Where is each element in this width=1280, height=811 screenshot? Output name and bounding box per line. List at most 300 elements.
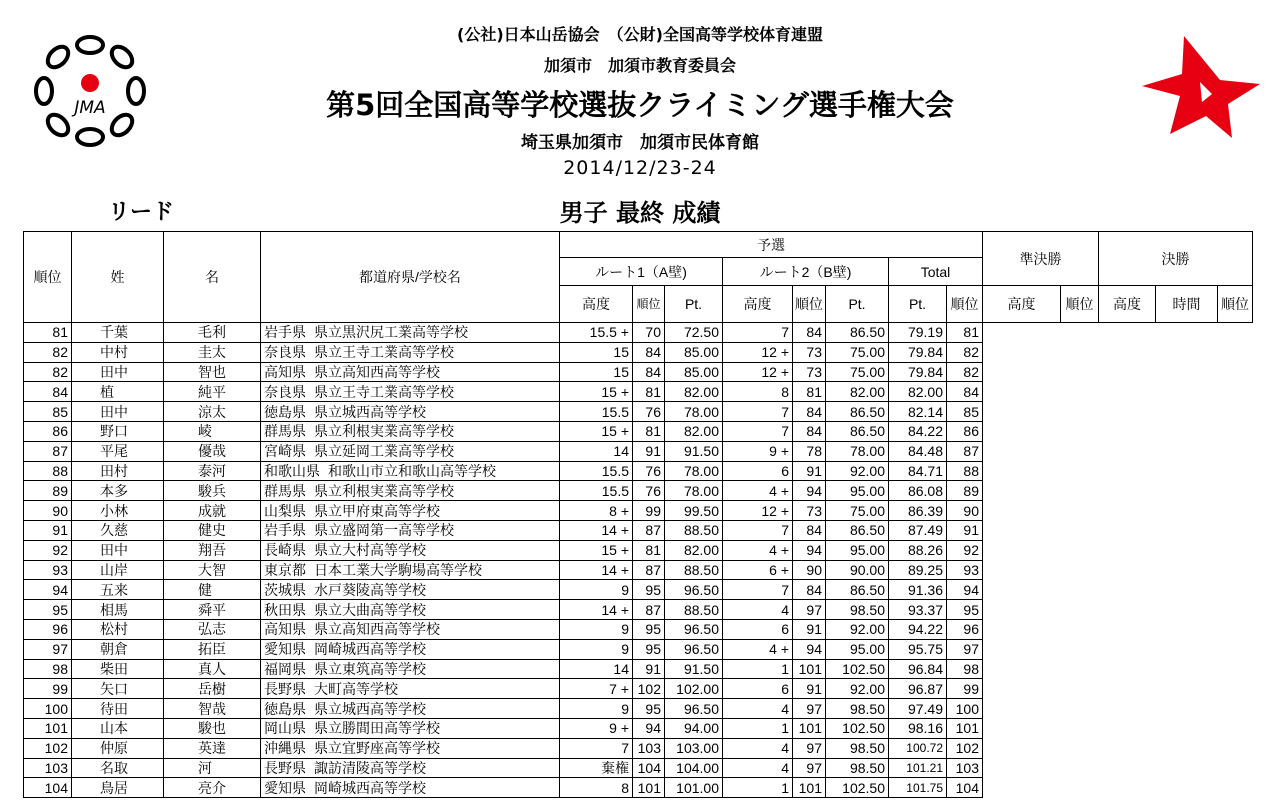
empty-cell [1218,619,1253,639]
total-rank-cell: 98 [947,659,983,679]
total-rank-cell: 90 [947,501,983,521]
route2-points-cell: 86.50 [826,421,889,441]
route1-points-cell: 96.50 [665,699,723,719]
total-rank-cell: 99 [947,679,983,699]
route2-height-cell: 4 [723,600,793,620]
prefecture: 徳島県 [264,403,306,420]
total-rank-cell: 96 [947,619,983,639]
prefecture: 奈良県 [264,383,306,400]
empty-cell [1218,342,1253,362]
table-row [24,481,1253,501]
school-cell [261,778,560,798]
empty-cell [1156,718,1218,738]
total-points-cell: 79.19 [889,323,947,343]
school-name: 県立利根実業高等学校 [314,423,454,440]
empty-cell [983,718,1061,738]
total-points-cell: 86.39 [889,501,947,521]
table-row [24,659,1253,679]
header-r2-pt: Pt. [826,286,889,323]
header-school: 都道府県/学校名 [261,232,560,323]
rank-cell: 99 [24,679,72,699]
surname-cell: 本多 [72,481,164,501]
empty-cell [1218,758,1253,778]
total-points-cell: 96.87 [889,679,947,699]
table-row [24,323,1253,343]
empty-cell [983,679,1061,699]
surname-cell: 中村 [72,342,164,362]
empty-cell [1218,421,1253,441]
empty-cell [1061,778,1099,798]
table-row [24,520,1253,540]
empty-cell [1218,540,1253,560]
results-table [23,231,1253,798]
route2-points-cell: 95.00 [826,481,889,501]
empty-cell [983,560,1061,580]
table-row [24,402,1253,422]
rank-cell: 82 [24,362,72,382]
prefecture: 愛知県 [264,641,306,658]
empty-cell [1156,520,1218,540]
route1-points-cell: 78.00 [665,481,723,501]
prefecture: 茨城県 [264,581,306,598]
total-points-cell: 84.48 [889,441,947,461]
total-rank-cell: 88 [947,461,983,481]
empty-cell [983,778,1061,798]
table-row [24,639,1253,659]
prefecture: 徳島県 [264,700,306,717]
given-name-cell: 駿也 [164,718,261,738]
total-points-cell: 91.36 [889,580,947,600]
empty-cell [1099,659,1156,679]
rank-cell: 93 [24,560,72,580]
school-name: 県立王寺工業高等学校 [314,383,454,400]
route1-points-cell: 103.00 [665,738,723,758]
route1-points-cell: 91.50 [665,441,723,461]
empty-cell [1156,758,1218,778]
table-row [24,382,1253,402]
surname-cell: 小林 [72,501,164,521]
empty-cell [1156,362,1218,382]
given-name-cell: 岳樹 [164,679,261,699]
total-rank-cell: 93 [947,560,983,580]
surname-cell: 野口 [72,421,164,441]
route1-points-cell: 104.00 [665,758,723,778]
header-semifinal: 準決勝 [983,232,1099,286]
surname-cell: 久慈 [72,520,164,540]
school-cell [261,402,560,422]
route1-rank-cell: 84 [633,362,665,382]
empty-cell [983,382,1061,402]
route2-height-cell: 6 [723,461,793,481]
empty-cell [1156,441,1218,461]
venue: 埼玉県加須市 加須市民体育館 [521,133,759,153]
route2-rank-cell: 91 [793,619,826,639]
route2-points-cell: 78.00 [826,441,889,461]
route2-height-cell: 4 [723,758,793,778]
empty-cell [1061,718,1099,738]
route2-points-cell: 82.00 [826,382,889,402]
rank-cell: 92 [24,540,72,560]
total-rank-cell: 102 [947,738,983,758]
table-row [24,600,1253,620]
route2-height-cell: 6 [723,619,793,639]
table-row [24,738,1253,758]
empty-cell [1061,421,1099,441]
jma-logo-text: JMA [74,98,106,118]
empty-cell [1156,679,1218,699]
route1-rank-cell: 84 [633,342,665,362]
prefecture: 岡山県 [264,720,306,737]
school-name: 和歌山市立和歌山高等学校 [328,462,496,479]
school-cell [261,659,560,679]
empty-cell [1061,699,1099,719]
route1-rank-cell: 81 [633,540,665,560]
empty-cell [1099,402,1156,422]
route2-points-cell: 98.50 [826,600,889,620]
route2-rank-cell: 101 [793,659,826,679]
route1-rank-cell: 102 [633,679,665,699]
surname-cell: 平尾 [72,441,164,461]
total-points-cell: 86.08 [889,481,947,501]
surname-cell: 松村 [72,619,164,639]
school-name: 諏訪清陵高等学校 [314,759,426,776]
empty-cell [1218,441,1253,461]
school-cell [261,639,560,659]
empty-cell [1156,382,1218,402]
table-row [24,461,1253,481]
total-points-cell: 82.14 [889,402,947,422]
empty-cell [1061,481,1099,501]
given-name-cell: 智哉 [164,699,261,719]
total-points-cell: 94.22 [889,619,947,639]
total-points-cell: 79.84 [889,342,947,362]
surname-cell: 田村 [72,461,164,481]
total-rank-cell: 85 [947,402,983,422]
given-name-cell: 駿兵 [164,481,261,501]
header-route1: ルート1（A壁) [560,258,723,286]
total-points-cell: 87.49 [889,520,947,540]
route2-rank-cell: 90 [793,560,826,580]
empty-cell [1218,382,1253,402]
route1-points-cell: 88.50 [665,520,723,540]
route2-height-cell: 12 + [723,501,793,521]
table-row [24,362,1253,382]
school-cell [261,738,560,758]
route1-height-cell: 7 + [560,679,633,699]
route2-points-cell: 102.50 [826,659,889,679]
empty-cell [983,619,1061,639]
total-points-cell: 84.22 [889,421,947,441]
route2-rank-cell: 73 [793,342,826,362]
route2-height-cell: 6 + [723,560,793,580]
empty-cell [1099,639,1156,659]
route1-height-cell: 9 [560,699,633,719]
header-surname: 姓 [72,232,164,323]
event-date: 2014/12/23-24 [563,157,717,179]
rank-cell: 102 [24,738,72,758]
route1-height-cell: 9 + [560,718,633,738]
school-name: 県立甲府東高等学校 [314,502,440,519]
route1-rank-cell: 95 [633,580,665,600]
route1-points-cell: 102.00 [665,679,723,699]
empty-cell [1061,738,1099,758]
route1-points-cell: 96.50 [665,619,723,639]
route1-points-cell: 82.00 [665,540,723,560]
empty-cell [1061,501,1099,521]
route1-height-cell: 8 [560,778,633,798]
empty-cell [1218,362,1253,382]
prefecture: 群馬県 [264,423,306,440]
surname-cell: 田中 [72,540,164,560]
rank-cell: 100 [24,699,72,719]
route1-height-cell: 15 + [560,421,633,441]
route2-height-cell: 7 [723,520,793,540]
route2-rank-cell: 84 [793,520,826,540]
school-name: 県立宜野座高等学校 [314,740,440,757]
empty-cell [1218,501,1253,521]
route1-height-cell: 9 [560,639,633,659]
school-name: 大町高等学校 [314,680,398,697]
total-rank-cell: 81 [947,323,983,343]
empty-cell [1156,639,1218,659]
empty-cell [983,501,1061,521]
school-cell [261,520,560,540]
given-name-cell: 健史 [164,520,261,540]
empty-cell [1099,441,1156,461]
rank-cell: 90 [24,501,72,521]
route1-height-cell: 14 + [560,560,633,580]
rank-cell: 88 [24,461,72,481]
route1-height-cell: 15 + [560,382,633,402]
surname-cell: 柴田 [72,659,164,679]
route2-rank-cell: 84 [793,323,826,343]
total-points-cell: 89.25 [889,560,947,580]
empty-cell [1156,342,1218,362]
route2-points-cell: 92.00 [826,461,889,481]
route2-rank-cell: 94 [793,481,826,501]
route2-rank-cell: 101 [793,718,826,738]
empty-cell [1099,520,1156,540]
empty-cell [1156,778,1218,798]
school-cell [261,699,560,719]
total-points-cell: 97.49 [889,699,947,719]
total-rank-cell: 101 [947,718,983,738]
header-semi-height: 高度 [983,286,1061,323]
empty-cell [1099,342,1156,362]
route1-rank-cell: 87 [633,600,665,620]
route1-height-cell: 棄権 [560,758,633,778]
route1-rank-cell: 95 [633,619,665,639]
empty-cell [983,323,1061,343]
route1-rank-cell: 76 [633,402,665,422]
school-name: 県立延岡工業高等学校 [314,443,454,460]
prefecture: 長野県 [264,680,306,697]
empty-cell [1061,679,1099,699]
route2-points-cell: 92.00 [826,619,889,639]
school-name: 県立東筑高等学校 [314,660,426,677]
prefecture: 奈良県 [264,344,306,361]
school-cell [261,441,560,461]
surname-cell: 田中 [72,402,164,422]
route2-points-cell: 98.50 [826,699,889,719]
empty-cell [983,540,1061,560]
empty-cell [1061,461,1099,481]
prefecture: 福岡県 [264,660,306,677]
empty-cell [1099,679,1156,699]
route2-points-cell: 102.50 [826,778,889,798]
empty-cell [1099,718,1156,738]
empty-cell [1061,540,1099,560]
discipline-label: リード [108,200,175,225]
empty-cell [1218,718,1253,738]
given-name-cell: 圭太 [164,342,261,362]
prefecture: 長崎県 [264,542,306,559]
empty-cell [1218,580,1253,600]
school-cell [261,580,560,600]
route2-points-cell: 75.00 [826,501,889,521]
surname-cell: 植 [72,382,164,402]
table-row [24,540,1253,560]
table-row [24,699,1253,719]
empty-cell [1218,738,1253,758]
route1-height-cell: 14 + [560,520,633,540]
route2-height-cell: 7 [723,402,793,422]
route2-points-cell: 75.00 [826,342,889,362]
empty-cell [1061,402,1099,422]
prefecture: 高知県 [264,363,306,380]
prefecture: 山梨県 [264,502,306,519]
header-final-rank: 順位 [1218,286,1253,323]
empty-cell [1099,600,1156,620]
school-name: 県立城西高等学校 [314,700,426,717]
rank-cell: 97 [24,639,72,659]
table-row [24,501,1253,521]
school-name: 県立城西高等学校 [314,403,426,420]
header-qualification: 予選 [560,232,983,258]
empty-cell [1099,738,1156,758]
route1-height-cell: 14 + [560,600,633,620]
route2-height-cell: 4 + [723,540,793,560]
route2-rank-cell: 97 [793,600,826,620]
empty-cell [983,421,1061,441]
route2-height-cell: 12 + [723,362,793,382]
header-rank: 順位 [24,232,72,323]
empty-cell [1099,758,1156,778]
empty-cell [1156,580,1218,600]
route2-height-cell: 7 [723,421,793,441]
rank-cell: 103 [24,758,72,778]
surname-cell: 仲原 [72,738,164,758]
school-cell [261,323,560,343]
total-rank-cell: 87 [947,441,983,461]
empty-cell [1218,481,1253,501]
prefecture: 群馬県 [264,482,306,499]
route1-rank-cell: 81 [633,421,665,441]
total-points-cell: 101.75 [889,778,947,798]
empty-cell [1099,362,1156,382]
empty-cell [983,362,1061,382]
school-cell [261,600,560,620]
route2-rank-cell: 97 [793,699,826,719]
empty-cell [1156,501,1218,521]
empty-cell [1218,600,1253,620]
route2-height-cell: 7 [723,323,793,343]
school-name: 県立利根実業高等学校 [314,482,454,499]
rank-cell: 91 [24,520,72,540]
route1-rank-cell: 81 [633,382,665,402]
school-name: 県立大村高等学校 [314,542,426,559]
rank-cell: 86 [24,421,72,441]
given-name-cell: 成就 [164,501,261,521]
school-name: 県立黒沢尻工業高等学校 [314,324,468,341]
route1-points-cell: 78.00 [665,402,723,422]
table-row [24,679,1253,699]
surname-cell: 待田 [72,699,164,719]
total-rank-cell: 100 [947,699,983,719]
school-name: 県立高知西高等学校 [314,363,440,380]
route2-rank-cell: 73 [793,501,826,521]
route1-height-cell: 15 + [560,540,633,560]
rank-cell: 101 [24,718,72,738]
header-route2: ルート2（B壁) [723,258,889,286]
prefecture: 長野県 [264,759,306,776]
given-name-cell: 涼太 [164,402,261,422]
header-given-name: 名 [164,232,261,323]
route2-points-cell: 90.00 [826,560,889,580]
school-cell [261,718,560,738]
school-name: 日本工業大学駒場高等学校 [314,561,482,578]
route1-height-cell: 14 [560,659,633,679]
header-final-height: 高度 [1099,286,1156,323]
empty-cell [1099,619,1156,639]
total-points-cell: 96.84 [889,659,947,679]
empty-cell [1099,323,1156,343]
empty-cell [983,758,1061,778]
school-name: 県立盛岡第一高等学校 [314,522,454,539]
given-name-cell: 健 [164,580,261,600]
empty-cell [1061,758,1099,778]
table-row [24,580,1253,600]
prefecture: 東京都 [264,561,306,578]
route1-rank-cell: 87 [633,520,665,540]
route1-height-cell: 8 + [560,501,633,521]
empty-cell [1099,580,1156,600]
route1-points-cell: 99.50 [665,501,723,521]
results-subtitle: 男子 最終 成績 [559,199,721,227]
total-rank-cell: 92 [947,540,983,560]
rank-cell: 98 [24,659,72,679]
rank-cell: 87 [24,441,72,461]
school-name: 水戸葵陵高等学校 [314,581,426,598]
empty-cell [1218,560,1253,580]
empty-cell [1099,382,1156,402]
total-rank-cell: 91 [947,520,983,540]
prefecture: 高知県 [264,621,306,638]
total-rank-cell: 84 [947,382,983,402]
surname-cell: 朝倉 [72,639,164,659]
empty-cell [983,461,1061,481]
empty-cell [983,402,1061,422]
total-rank-cell: 82 [947,362,983,382]
route1-height-cell: 15.5 [560,402,633,422]
school-cell [261,560,560,580]
route2-rank-cell: 91 [793,461,826,481]
school-cell [261,342,560,362]
rank-cell: 84 [24,382,72,402]
route2-rank-cell: 97 [793,738,826,758]
total-points-cell: 88.26 [889,540,947,560]
empty-cell [1099,501,1156,521]
